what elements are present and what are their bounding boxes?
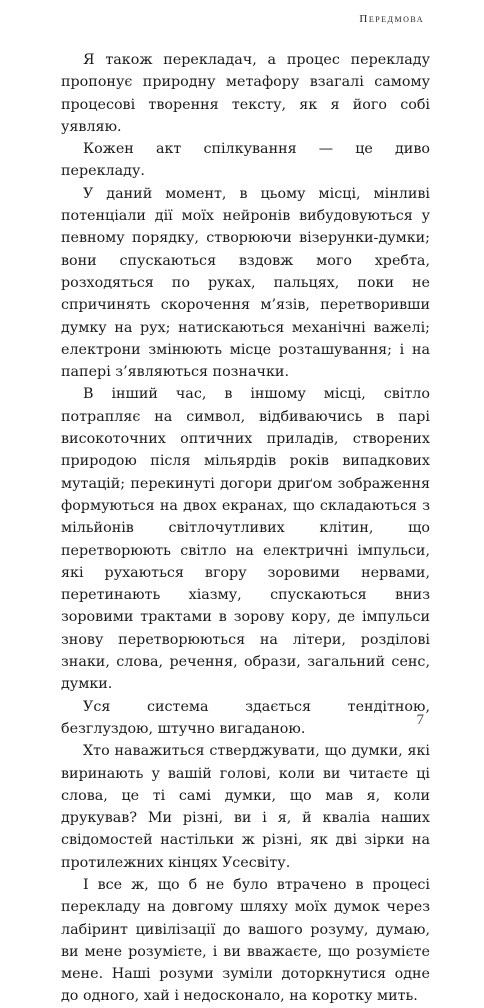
running-head: Передмова bbox=[359, 13, 424, 25]
paragraph: Уся система здається тендітною, безглуздою, штучно вигаданою. bbox=[61, 698, 430, 737]
paragraph: Кожен акт спілкування — це диво перекладу. bbox=[61, 141, 430, 180]
page-number: 7 bbox=[416, 712, 424, 728]
paragraph: В інший час, в іншому місці, світло потрапляє на символ, відбиваючись в парі високоточних оптичних приладів, створених природою після мільярдів років випадкових мутацій; перекинуті догори дриґом зображення формуються на двох екранах, що складаються з мільйонів світлочутливих клітин, що перетворюють світло на електричні імпульси, які рухаються вгору зоровими нервами, перетинають хіазму, спускаються вниз зоровими трактами в зорову кору, де імпульси знову перетворюються на літери, розділові знаки, слова, речення, образи, загальний сенс, думки. bbox=[61, 386, 430, 693]
paragraph: Я також перекладач, а процес перекладу пропонує природну метафору взагалі самому процесові творення тексту, як я його собі уявляю. bbox=[61, 52, 430, 135]
paragraph: Хто наважиться стверджувати, що думки, які виринають у вашій голові, коли ви читаєте ці слова, це ті самі думки, що мав я, коли друкував? Ми різні, ви і я, й кваліа наших свідомостей настільки ж різні, як дві зірки на протилежних кінцях Усесвіту. bbox=[61, 743, 430, 871]
paragraph: І все ж, що б не було втрачено в процесі перекладу на довгому шляху моїх думок через лабіринт цивілізації до вашого розуму, думаю, ви мене розумієте, і ви вважаєте, що розумієте мене. Наші розуми зуміли доторкнутися одне до одного, хай і недосконало, на коротку мить. bbox=[61, 876, 430, 1005]
paragraph: У даний момент, в цьому місці, мінливі потенціали дії моїх нейронів вибудовуються у певному порядку, створюючи візерунки-думки; вони спускаються вздовж мого хребта, розходяться по руках, пальцях, поки не спричинять скорочення м’язів, перетворивши думку на рух; натискаються механічні важелі; електрони змінюють місце розташування; і на папері з’являються позначки. bbox=[61, 185, 430, 381]
body-text bbox=[61, 49, 430, 1008]
